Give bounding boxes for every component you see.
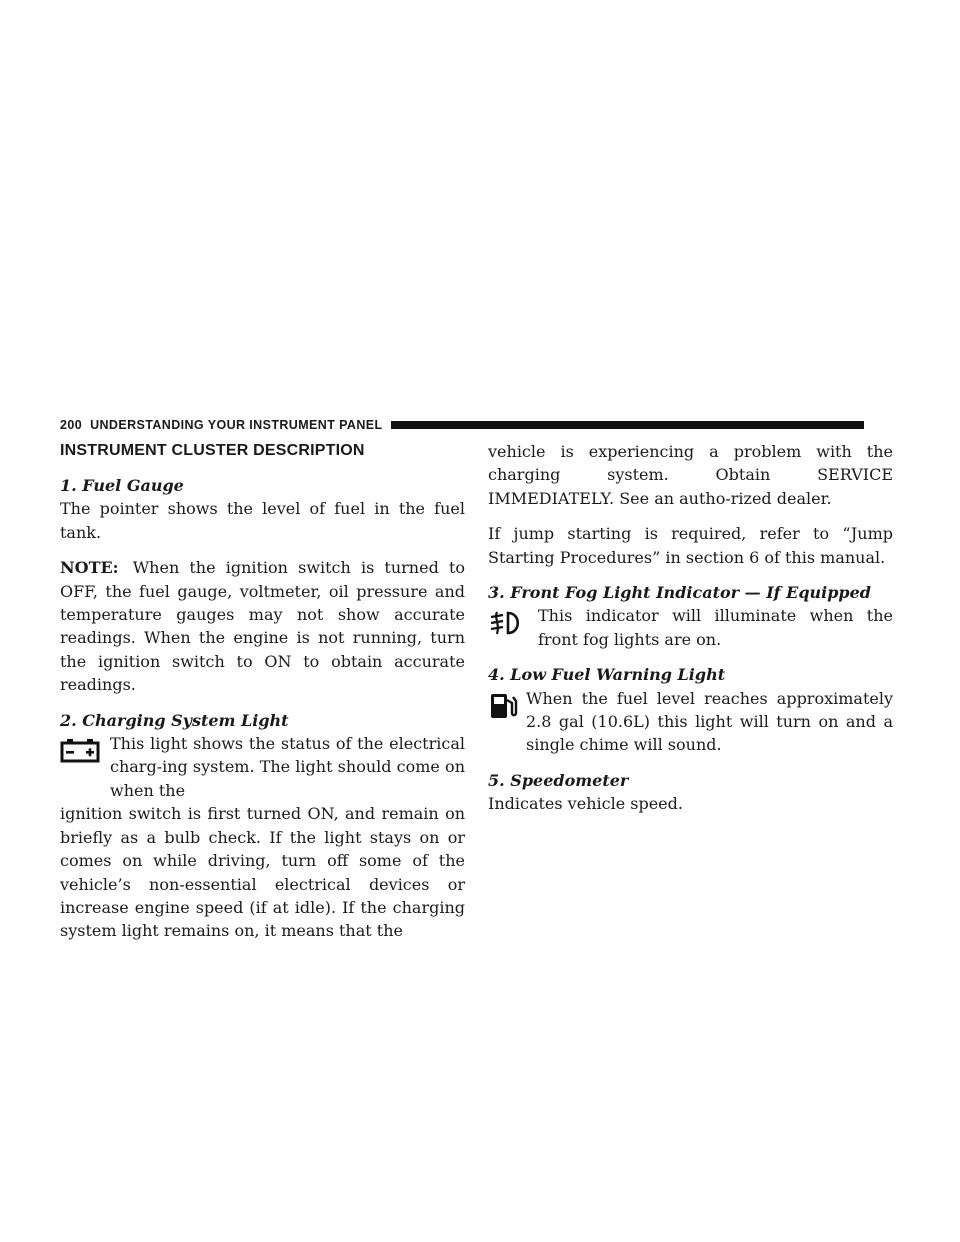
item-title-speedometer: 5. Speedometer — [488, 770, 629, 790]
fog-icon-row — [488, 604, 893, 651]
item-title-fuel-gauge: 1. Fuel Gauge — [60, 476, 184, 495]
speedometer-text: Indicates vehicle speed. — [488, 794, 683, 814]
left-column — [60, 440, 465, 943]
charging-text-continued: vehicle is experiencing a problem with the charging system. Obtain SERVICE IMMEDIATELY. See an autho-rized dealer. — [488, 442, 893, 508]
charging-text-part2: ignition switch is first turned ON, and remain on briefly as a bulb check. If the light stays on or comes on while driving, turn off some of the vehicle’s non-essential electrical devices or increase engine speed (if at idle). If the charging system light remains on, it means that the — [60, 804, 465, 941]
note-label: NOTE: — [60, 558, 119, 578]
note-text: When the ignition switch is turned to OFF, the fuel gauge, voltmeter, oil pressure and temperature gauges may not show accurate readings. When the engine is not running, turn the ignition switch to ON to obtain accurate readings. — [60, 558, 466, 695]
right-column — [488, 440, 893, 816]
low-fuel-icon-row — [488, 687, 893, 757]
jump-start-text: If jump starting is required, refer to “Jump Starting Procedures” in section 6 of this manual. — [488, 524, 893, 567]
low-fuel-text: When the fuel level reaches approximately 2.8 gal (10.6L) this light will turn on and a single chime will sound. — [526, 688, 893, 755]
page-number: 200 — [60, 418, 83, 432]
item-title-fog: 3. Front Fog Light Indicator — If Equipped — [488, 583, 871, 603]
charging-icon-row — [60, 732, 465, 802]
header-rule — [391, 421, 864, 429]
fuel-gauge-text: The pointer shows the level of fuel in the fuel tank. — [60, 499, 465, 542]
item-title-charging: 2. Charging System Light — [60, 710, 289, 730]
battery-icon — [60, 738, 100, 764]
fuel-pump-icon — [488, 691, 520, 721]
section-title: INSTRUMENT CLUSTER DESCRIPTION — [60, 442, 365, 459]
note-paragraph — [60, 556, 465, 696]
header-title: UNDERSTANDING YOUR INSTRUMENT PANEL — [90, 418, 383, 432]
item-title-low-fuel: 4. Low Fuel Warning Light — [488, 665, 726, 685]
front-fog-light-icon — [488, 610, 528, 636]
fog-text: This indicator will illuminate when the front fog lights are on. — [538, 606, 893, 649]
charging-text-part1: This light shows the status of the electrical charg-ing system. The light should come on when the — [110, 734, 465, 800]
page-header — [60, 417, 864, 433]
